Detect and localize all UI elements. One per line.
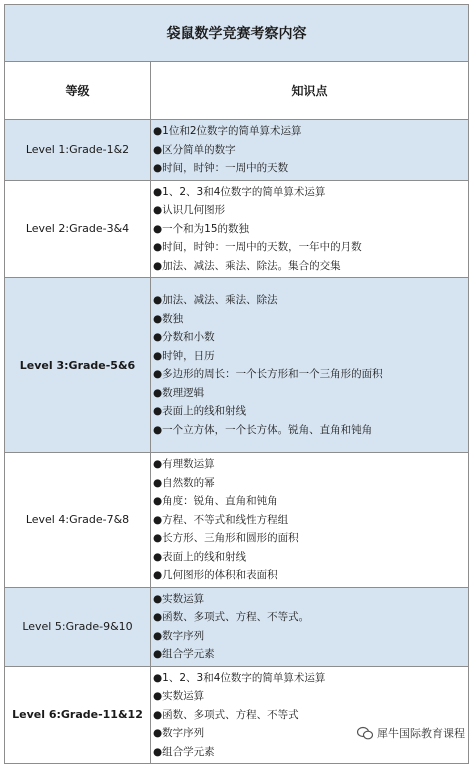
table-row	[5, 666, 469, 764]
knowledge-item: ●长方形、三角形和圆形的面积	[153, 532, 299, 544]
level-cell: Level 6:Grade-11&12	[5, 666, 151, 764]
knowledge-item: ●认识几何图形	[153, 204, 226, 216]
knowledge-item: ●实数运算	[153, 592, 205, 605]
knowledge-cell	[151, 120, 469, 181]
knowledge-cell	[151, 587, 469, 666]
knowledge-item: ●几何图形的体积和表面积	[153, 569, 278, 581]
watermark-text: 犀牛国际教育课程	[377, 727, 465, 740]
table-row	[5, 120, 469, 181]
knowledge-item: ●数字序列	[153, 629, 205, 642]
knowledge-item: ●区分简单的数字	[153, 143, 236, 156]
table-row	[5, 587, 469, 666]
knowledge-item: ●表面上的线和射线	[153, 550, 247, 563]
watermark	[357, 725, 465, 741]
knowledge-item: ●方程、不等式和线性方程组	[153, 513, 289, 526]
header-row	[5, 62, 469, 120]
table-row	[5, 180, 469, 278]
knowledge-item: ●时间，时钟：一周中的天数，一年中的月数	[153, 241, 362, 253]
wechat-icon	[357, 726, 373, 740]
level-cell: Level 5:Grade-9&10	[5, 587, 151, 666]
table-title: 袋鼠数学竞赛考察内容	[5, 5, 469, 62]
level-cell: Level 3:Grade-5&6	[5, 278, 151, 453]
knowledge-item: ●分数和小数	[153, 331, 215, 343]
knowledge-item: ●加法、减法、乘法、除法。集合的交集	[153, 259, 341, 272]
knowledge-item: ●有理数运算	[153, 458, 215, 470]
knowledge-item: ●加法、减法、乘法、除法	[153, 294, 278, 306]
level-cell: Level 1:Grade-1&2	[5, 120, 151, 181]
knowledge-item: ●时间，时钟：一周中的天数	[153, 162, 289, 174]
knowledge-item: ●数字序列	[153, 727, 205, 739]
knowledge-item: ●实数运算	[153, 690, 205, 702]
knowledge-item: ●函数、多项式、方程、不等式	[153, 708, 299, 721]
knowledge-item: ●时钟，日历	[153, 349, 215, 362]
table-row	[5, 453, 469, 588]
level-cell: Level 4:Grade-7&8	[5, 453, 151, 588]
knowledge-table	[4, 4, 469, 764]
knowledge-item: ●1、2、3和4位数字的简单算术运算	[153, 671, 326, 684]
knowledge-item: ●组合学元素	[153, 745, 215, 758]
knowledge-cell	[151, 278, 469, 453]
table-body	[5, 120, 469, 764]
header-level: 等级	[5, 62, 151, 120]
knowledge-cell	[151, 666, 469, 764]
knowledge-item: ●1位和2位数字的简单算术运算	[153, 125, 302, 137]
table-row	[5, 278, 469, 453]
knowledge-item: ●角度：锐角、直角和钝角	[153, 495, 278, 507]
knowledge-item: ●数独	[153, 312, 184, 325]
knowledge-item: ●数理逻辑	[153, 386, 205, 399]
title-row	[5, 5, 469, 62]
knowledge-item: ●多边形的周长：一个长方形和一个三角形的面积	[153, 368, 383, 380]
knowledge-cell	[151, 180, 469, 278]
header-knowledge: 知识点	[151, 62, 469, 120]
knowledge-item: ●一个和为15的数独	[153, 222, 250, 235]
knowledge-cell	[151, 453, 469, 588]
knowledge-item: ●自然数的幂	[153, 476, 215, 489]
knowledge-item: ●1、2、3和4位数字的简单算术运算	[153, 185, 326, 198]
level-cell: Level 2:Grade-3&4	[5, 180, 151, 278]
knowledge-item: ●组合学元素	[153, 648, 215, 660]
knowledge-item: ●表面上的线和射线	[153, 405, 247, 417]
knowledge-item: ●函数、多项式、方程、不等式。	[153, 611, 310, 623]
knowledge-item: ●一个立方体，一个长方体。锐角、直角和钝角	[153, 423, 373, 436]
